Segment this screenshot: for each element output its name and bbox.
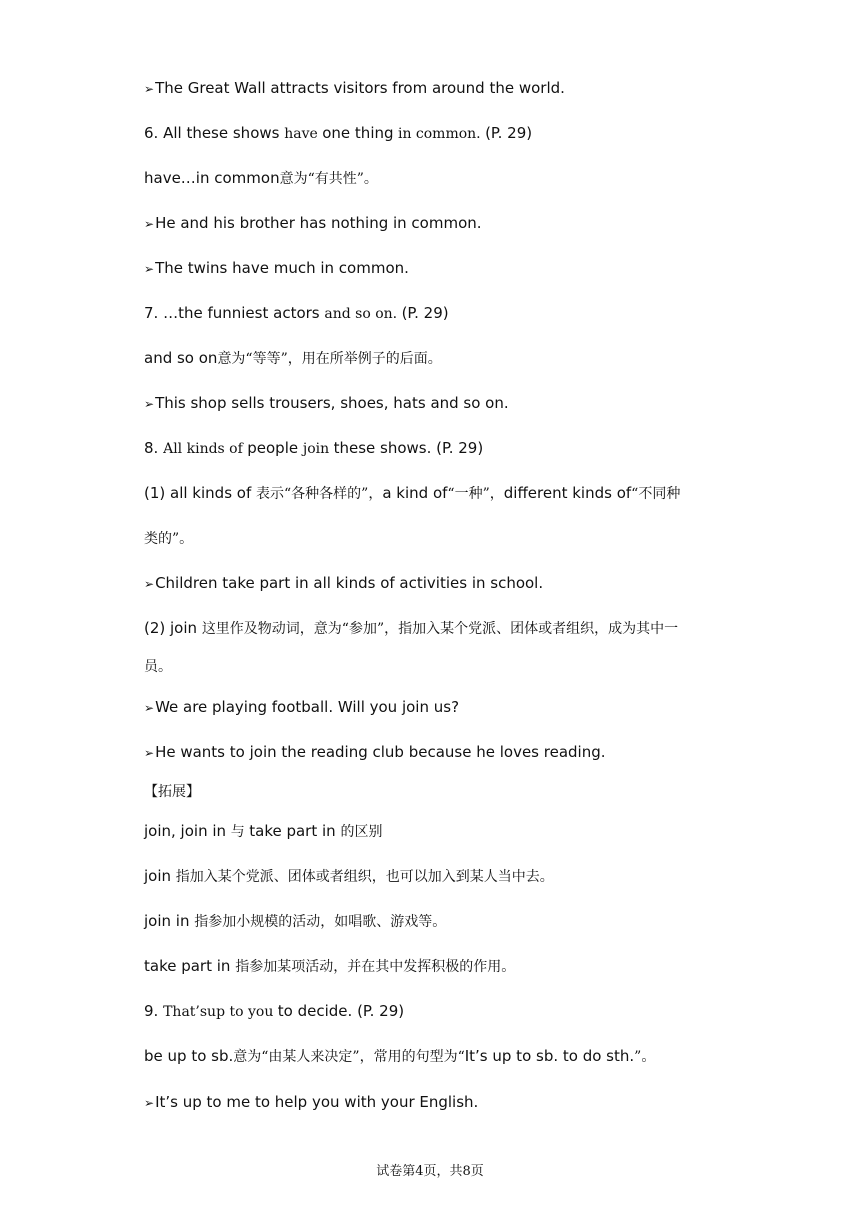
bullet-arrow-icon: ➢: [144, 577, 155, 591]
text-run: 指加入某个党派、团体或者组织，也可以加入到某人当中去。: [175, 869, 554, 885]
text-run: and so on.: [324, 306, 402, 322]
text-run: 表示“各种各样的”，: [256, 486, 383, 502]
text-run: in common.: [393, 126, 486, 142]
text-run: join, join in: [144, 822, 231, 840]
text-line-l3: [144, 168, 378, 189]
text-line-l5: [144, 258, 409, 279]
bullet-arrow-icon: ➢: [144, 397, 155, 411]
text-run: Children take part in all kinds of activities in school.: [155, 574, 544, 592]
text-run: 员。: [144, 659, 172, 675]
text-run: be up to sb.: [144, 1047, 234, 1065]
text-run: to decide. (P. 29): [277, 1002, 405, 1020]
text-run: (1) all kinds of: [144, 484, 257, 502]
text-run: It’s up to me to help you with your English.: [155, 1093, 479, 1111]
text-run: The Great Wall attracts visitors from around the world.: [155, 79, 565, 97]
text-run: join in: [144, 912, 195, 930]
text-run: That’sup to you: [163, 1004, 278, 1020]
text-run: 8.: [144, 439, 164, 457]
text-line-l6: [144, 303, 449, 324]
text-line-l20: [144, 911, 446, 932]
text-run: 的区别: [340, 824, 383, 840]
text-run: one thing: [322, 124, 394, 142]
bullet-arrow-icon: ➢: [144, 701, 155, 715]
text-run: The twins have much in common.: [155, 259, 409, 277]
text-run: 7. …the funniest actors: [144, 304, 325, 322]
text-run: This shop sells trousers, shoes, hats and so on.: [155, 394, 509, 412]
text-run: people: [247, 439, 303, 457]
text-run: 【拓展】: [144, 784, 200, 800]
text-line-l15: [144, 697, 459, 718]
text-run: 意为“等等”，用在所举例子的后面。: [217, 351, 442, 367]
text-line-l18: [144, 821, 382, 842]
text-run: ”。: [634, 1049, 656, 1065]
text-run: (P. 29): [401, 304, 449, 322]
text-line-l1: [144, 78, 565, 99]
text-line-l14: [144, 656, 172, 677]
text-line-l24: [144, 1092, 478, 1113]
bullet-arrow-icon: ➢: [144, 217, 155, 231]
text-run: 与: [230, 824, 250, 840]
text-line-l17: [144, 781, 200, 802]
text-line-l7: [144, 348, 442, 369]
text-line-l4: [144, 213, 482, 234]
bullet-arrow-icon: ➢: [144, 1096, 155, 1110]
text-run: and so on: [144, 349, 218, 367]
text-run: take part in: [249, 822, 341, 840]
text-line-l23: [144, 1046, 655, 1067]
text-run: 这里作及物动词，意为“参加”，指加入某个党派、团体或者组织，成为其中一: [201, 621, 679, 637]
text-run: 指参加某项活动，并在其中发挥积极的作用。: [235, 959, 516, 975]
text-run: 意为“由某人来决定”，常用的句型为“: [233, 1049, 465, 1065]
text-run: have…in common: [144, 169, 280, 187]
text-line-l11: [144, 528, 193, 549]
text-line-l21: [144, 956, 515, 977]
text-run: different kinds of: [503, 484, 632, 502]
text-line-l16: [144, 742, 606, 763]
text-run: “不同种: [631, 486, 681, 502]
text-run: He wants to join the reading club because he loves reading.: [155, 743, 606, 761]
text-run: We are playing football. Will you join us?: [155, 698, 460, 716]
text-run: these shows. (P. 29): [333, 439, 484, 457]
text-line-l2: [144, 123, 532, 144]
text-run: 类的”。: [144, 531, 194, 547]
text-run: join: [302, 441, 334, 457]
text-run: a kind of: [382, 484, 448, 502]
text-run: join: [144, 867, 176, 885]
text-run: 9.: [144, 1002, 164, 1020]
text-run: He and his brother has nothing in common.: [155, 214, 482, 232]
text-line-l13: [144, 618, 678, 639]
bullet-arrow-icon: ➢: [144, 746, 155, 760]
text-run: 指参加小规模的活动，如唱歌、游戏等。: [194, 914, 447, 930]
text-line-l9: [144, 438, 483, 459]
text-line-l12: [144, 573, 543, 594]
page-footer: 试卷第4页，共8页: [376, 1164, 484, 1179]
text-run: 意为“有共性”。: [279, 171, 378, 187]
bullet-arrow-icon: ➢: [144, 262, 155, 276]
text-line-l19: [144, 866, 554, 887]
text-line-l22: [144, 1001, 404, 1022]
text-run: take part in: [144, 957, 236, 975]
text-run: “一种”，: [447, 486, 504, 502]
text-run: All kinds of: [163, 441, 248, 457]
text-run: (P. 29): [485, 124, 533, 142]
text-run: It’s up to sb. to do sth.: [464, 1047, 635, 1065]
text-run: 6. All these shows: [144, 124, 285, 142]
bullet-arrow-icon: ➢: [144, 82, 155, 96]
text-run: (2) join: [144, 619, 202, 637]
text-line-l8: [144, 393, 509, 414]
text-run: have: [284, 126, 323, 142]
text-line-l10: [144, 483, 680, 504]
